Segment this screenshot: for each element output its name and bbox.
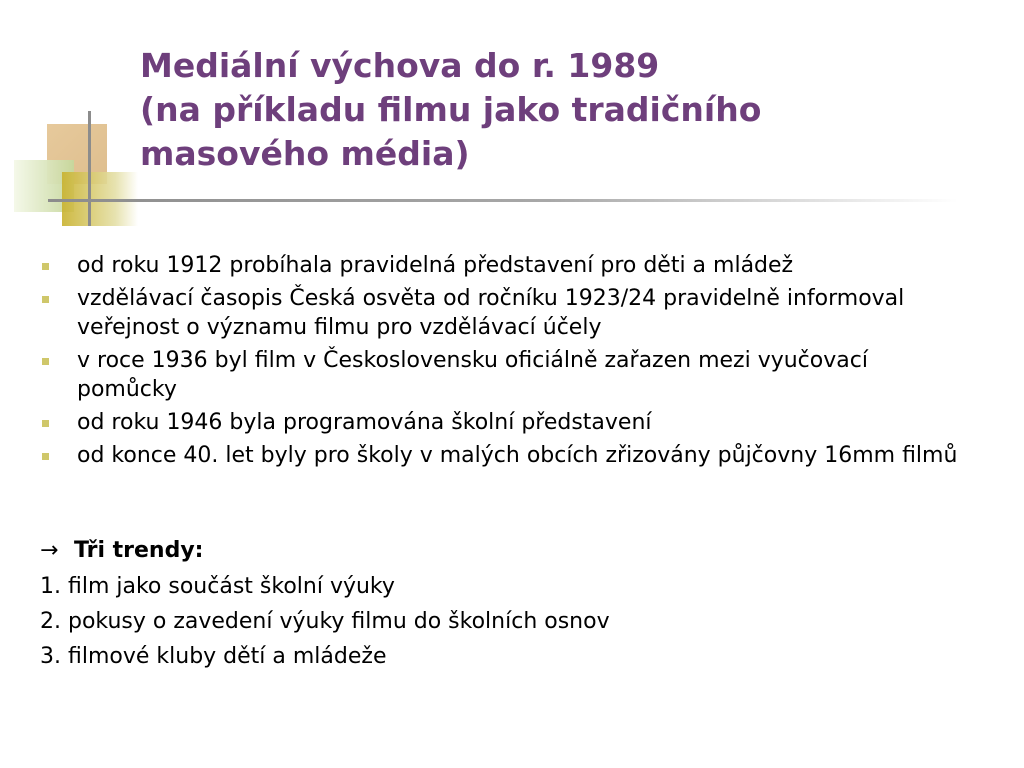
bullet-square-icon [42,358,49,365]
bullet-item [40,408,960,437]
bullet-item [40,346,960,404]
trends-list [40,569,960,674]
bullet-item [40,284,960,342]
bullet-text: od konce 40. let byly pro školy v malých obcích zřizovány půjčovny 16mm filmů [77,443,958,468]
title-line-3: masového média) [140,134,470,173]
bullet-text: od roku 1912 probíhala pravidelná představení pro děti a mládež [77,253,794,278]
bullet-item [40,251,960,280]
trend-item: 2. pokusy o zavedení výuky filmu do školních osnov [40,609,610,634]
bullet-square-icon [42,453,49,460]
bullet-square-icon [42,263,49,270]
bullet-text: od roku 1946 byla programována školní představení [77,410,652,435]
bullet-list [40,251,960,474]
trends-heading-text: Tři trendy: [74,538,204,563]
decorative-vertical-line [88,111,91,226]
bullet-text: v roce 1936 byl film v Československu oficiálně zařazen mezi vyučovací pomůcky [77,348,868,402]
title-line-2: (na příkladu filmu jako tradičního [140,90,762,129]
trends-heading [40,533,960,569]
bullet-square-icon [42,420,49,427]
title-line-1: Mediální výchova do r. 1989 [140,46,660,85]
slide-title [140,44,960,176]
arrow-right-icon: → [40,538,59,563]
trend-item: 3. filmové kluby dětí a mládeže [40,644,387,669]
bullet-square-icon [42,296,49,303]
title-divider-line [48,199,958,202]
bullet-text: vzdělávací časopis Česká osvěta od ročníku 1923/24 pravidelně informoval veřejnost o významu filmu pro vzdělávací účely [77,286,905,340]
bullet-item [40,441,960,470]
trends-section [40,533,960,674]
trend-item: 1. film jako součást školní výuky [40,574,395,599]
